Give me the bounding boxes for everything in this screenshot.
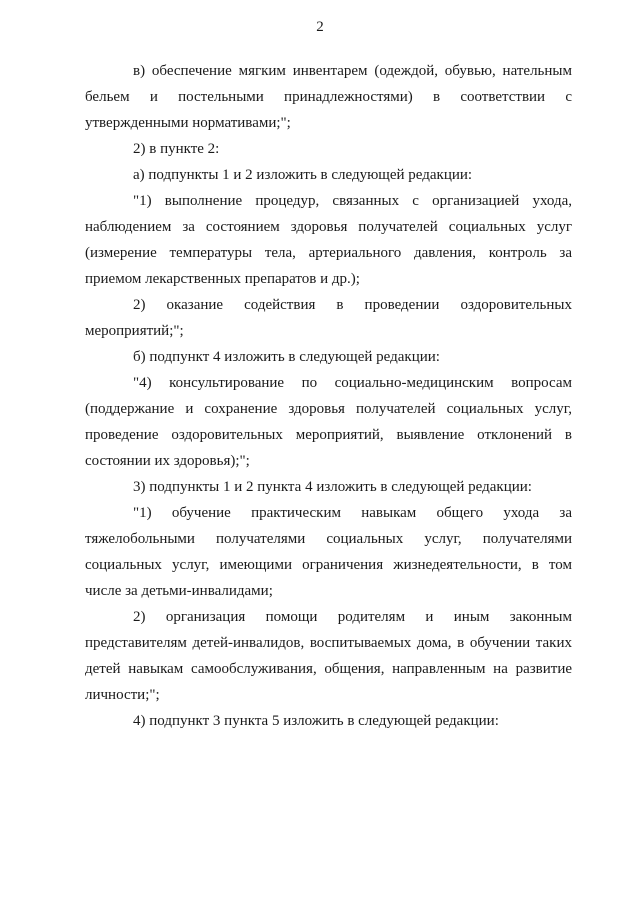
paragraph-item-v: в) обеспечение мягким инвентарем (одеждой, обувью, нательным бельем и постельными принадлежностями) в соответствии с утвержденными нормативами;"; [85,63,572,131]
paragraph-quoted-organization: 2) организация помощи родителям и иным законным представителям детей-инвалидов, воспитываемых дома, в обучении таких детей навыкам самообслуживания, общения, направленным на развитие личности;"; [85,609,572,703]
document-body [85,58,572,734]
paragraph-point-3: 3) подпункты 1 и 2 пункта 4 изложить в следующей редакции: [133,479,532,495]
page-number: 2 [316,19,324,35]
paragraph-quoted-4: "4) консультирование по социально-медицинским вопросам (поддержание и сохранение здоровья получателей социальных услуг, проведение оздоровительных мероприятий, выявление отклонений в состоянии их здоровья);"; [85,375,572,469]
paragraph-subpoint-b: б) подпункт 4 изложить в следующей редакции: [133,349,440,365]
paragraph-point-2: 2) в пункте 2: [133,141,220,157]
paragraph-quoted-training: "1) обучение практическим навыкам общего ухода за тяжелобольными получателями социальных услуг, получателями социальных услуг, имеющими ограничения жизнедеятельности, в том числе за детьми-инвалидами; [85,505,572,599]
paragraph-quoted-1: "1) выполнение процедур, связанных с организацией ухода, наблюдением за состоянием здоровья получателей социальных услуг (измерение температуры тела, артериального давления, контроль за приемом лекарственных препаратов и др.); [85,193,572,287]
paragraph-subpoint-a: а) подпункты 1 и 2 изложить в следующей редакции: [133,167,473,183]
paragraph-point-4: 4) подпункт 3 пункта 5 изложить в следующей редакции: [133,713,499,729]
paragraph-quoted-2: 2) оказание содействия в проведении оздоровительных мероприятий;"; [85,297,572,339]
